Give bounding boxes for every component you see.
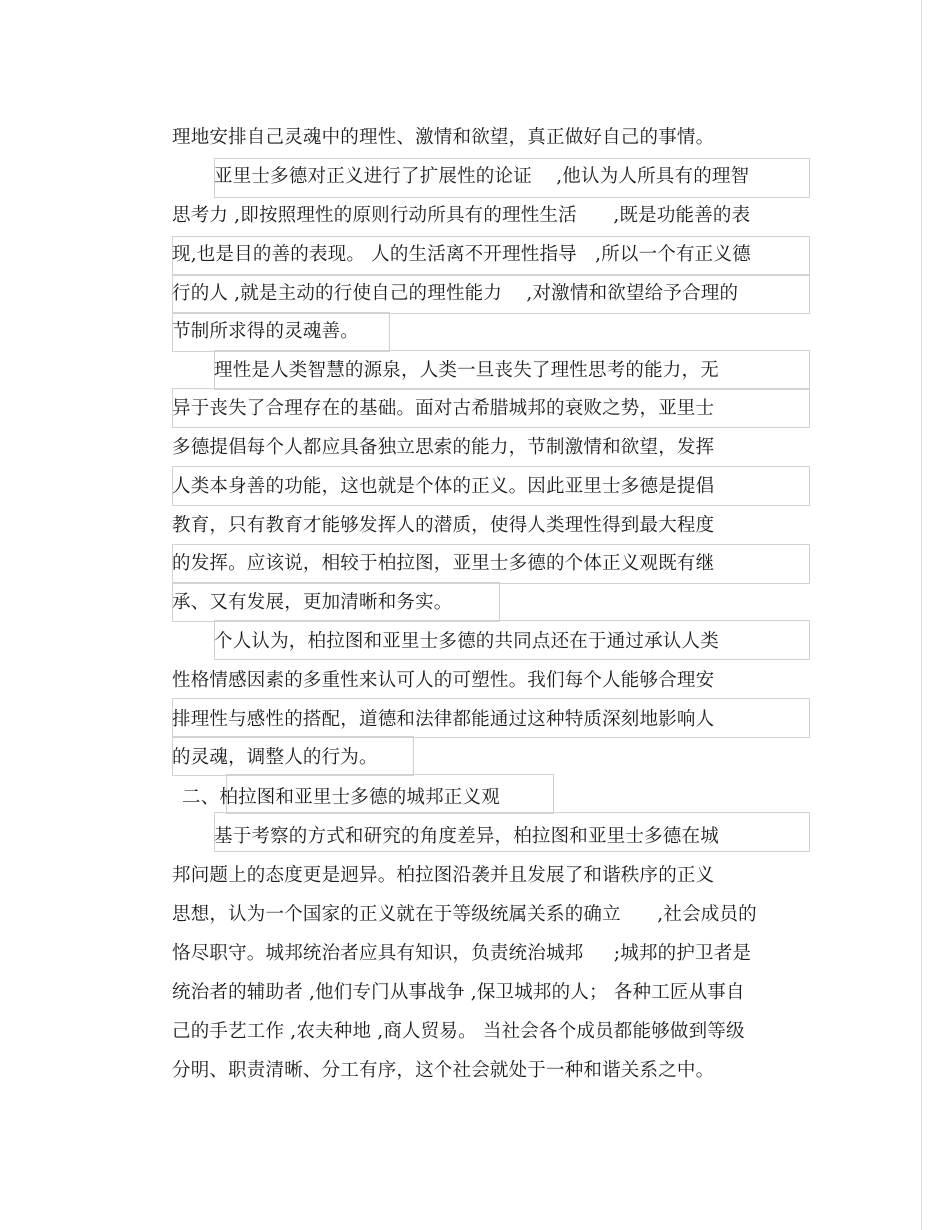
body-text-line: 的灵魂，调整人的行为。 bbox=[172, 747, 378, 768]
body-text-line: 排理性与感性的搭配，道德和法律都能通过这种特质深刻地影响人 bbox=[172, 709, 715, 730]
body-text-line: 异于丧失了合理存在的基础。面对古希腊城邦的衰败之势，亚里士 bbox=[172, 398, 715, 419]
body-text-line: 亚里士多德对正义进行了扩展性的论证 ,他认为人所具有的理智 bbox=[214, 166, 750, 187]
body-text-line: 基于考察的方式和研究的角度差异，柏拉图和亚里士多德在城 bbox=[214, 826, 719, 847]
body-text-line: 理性是人类智慧的源泉，人类一旦丧失了理性思考的能力，无 bbox=[214, 360, 719, 381]
body-text-line: 现,也是目的善的表现。 人的生活离不开理性指导 ,所以一个有正义德 bbox=[172, 244, 751, 265]
body-text-line: 理地安排自己灵魂中的理性、激情和欲望，真正做好自己的事情。 bbox=[172, 127, 715, 148]
body-text-line: 多德提倡每个人都应具备独立思索的能力，节制激情和欲望，发挥 bbox=[172, 437, 715, 458]
body-text-line: 思想，认为一个国家的正义就在于等级统属关系的确立 ,社会成员的 bbox=[172, 904, 757, 925]
body-text-line: 统治者的辅助者 ,他们专门从事战争 ,保卫城邦的人； 各种工匠从事自 bbox=[172, 982, 745, 1003]
body-text-line: 性格情感因素的多重性来认可人的可塑性。我们每个人能够合理安 bbox=[172, 670, 715, 691]
section-heading: 二、柏拉图和亚里士多德的城邦正义观 bbox=[182, 787, 500, 808]
body-text-line: 己的手艺工作 ,农夫种地 ,商人贸易。 当社会各个成员都能够做到等级 bbox=[172, 1021, 745, 1042]
body-text-line: 节制所求得的灵魂善。 bbox=[172, 321, 360, 342]
body-text-line: 邦问题上的态度更是迥异。柏拉图沿袭并且发展了和谐秩序的正义 bbox=[172, 865, 715, 886]
body-text-line: 承、又有发展，更加清晰和务实。 bbox=[172, 592, 453, 613]
page-edge bbox=[921, 0, 922, 1230]
body-text-line: 个人认为，柏拉图和亚里士多德的共同点还在于通过承认人类 bbox=[214, 631, 719, 652]
body-text-line: 的发挥。应该说，相较于柏拉图，亚里士多德的个体正义观既有继 bbox=[172, 553, 715, 574]
body-text-line: 教育，只有教育才能够发挥人的潜质，使得人类理性得到最大程度 bbox=[172, 515, 715, 536]
body-text-line: 恪尽职守。城邦统治者应具有知识，负责统治城邦 ;城邦的护卫者是 bbox=[172, 943, 752, 964]
body-text-line: 思考力 ,即按照理性的原则行动所具有的理性生活 ,既是功能善的表 bbox=[172, 205, 751, 226]
body-text-line: 人类本身善的功能，这也就是个体的正义。因此亚里士多德是提倡 bbox=[172, 476, 715, 497]
body-text-line: 行的人 ,就是主动的行使自己的理性能力 ,对激情和欲望给予合理的 bbox=[172, 283, 739, 304]
body-text-line: 分明、职责清晰、分工有序，这个社会就处于一种和谐关系之中。 bbox=[172, 1060, 715, 1081]
